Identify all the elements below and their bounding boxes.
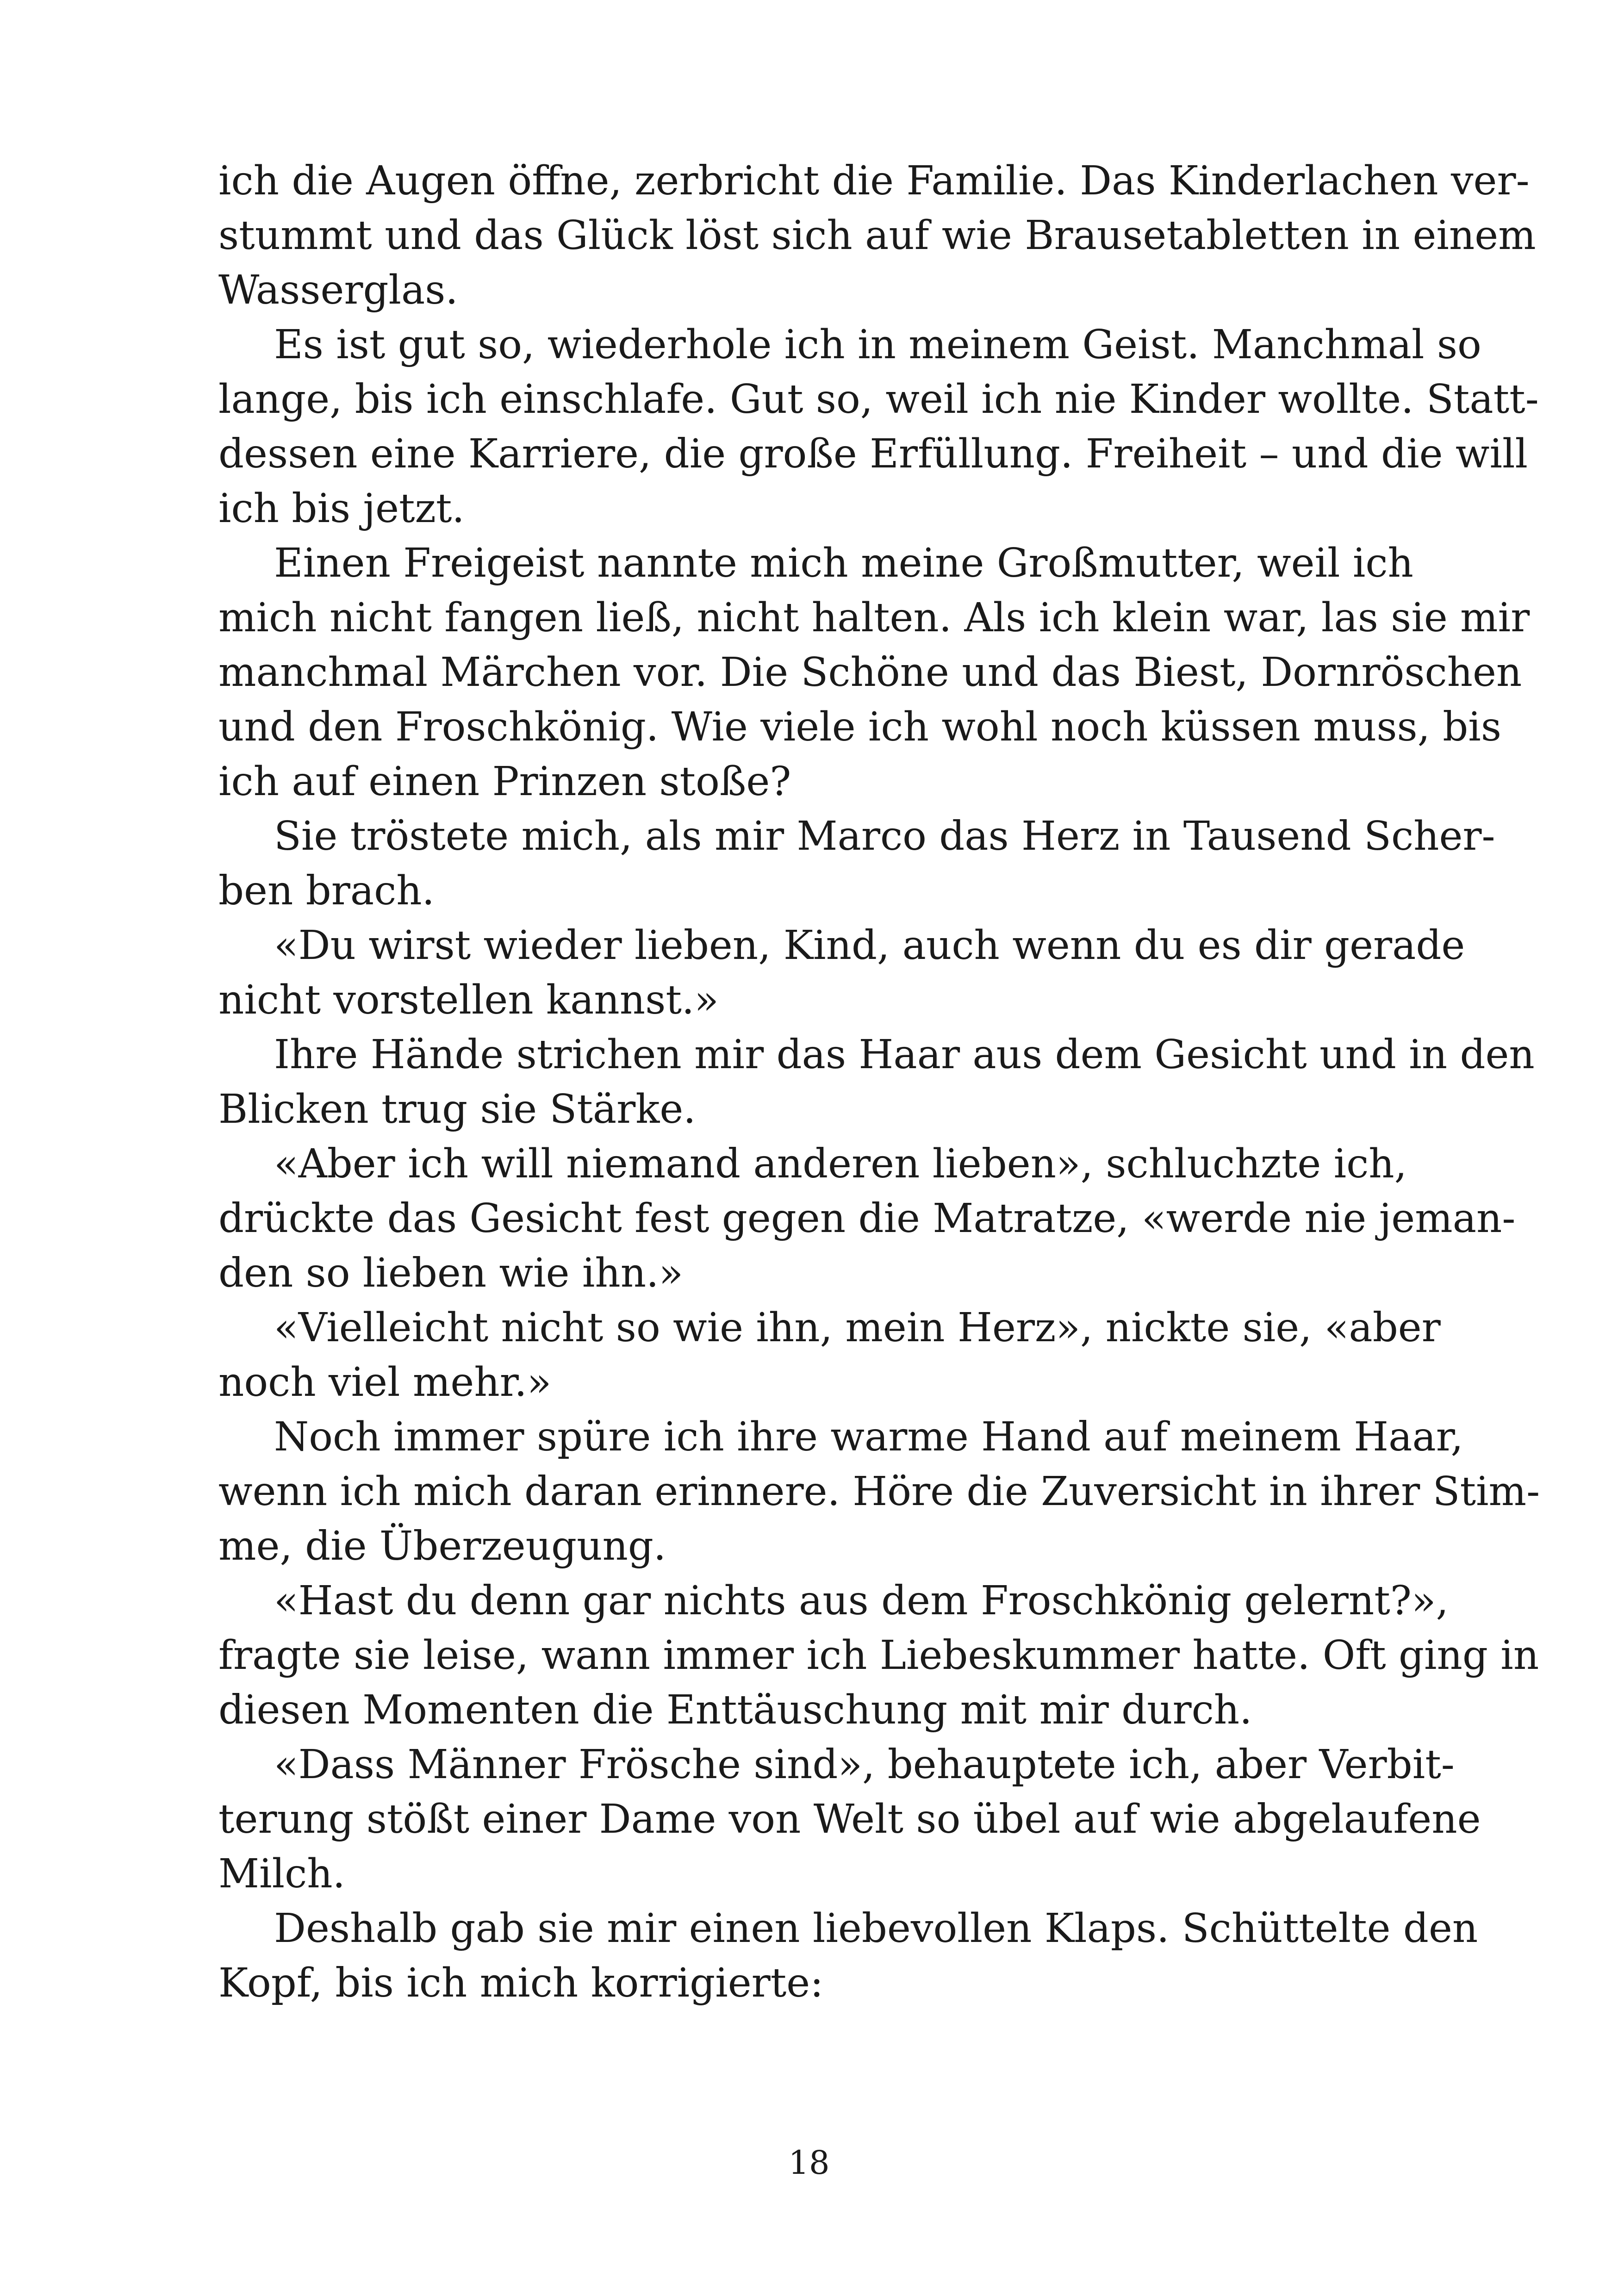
text-line: me, die Überzeugung.	[218, 1523, 666, 1569]
text-line: «Du wirst wieder lieben, Kind, auch wenn du es dir gerade	[274, 922, 1465, 969]
text-line: drückte das Gesicht fest gegen die Matratze, «werde nie jeman-	[218, 1195, 1516, 1242]
text-line: terung stößt einer Dame von Welt so übel auf wie abgelaufene	[218, 1796, 1481, 1842]
text-line: «Vielleicht nicht so wie ihn, mein Herz», nickte sie, «aber	[274, 1305, 1441, 1351]
text-line: «Dass Männer Frösche sind», behauptete ich, aber Verbit-	[274, 1742, 1455, 1788]
text-line: Wasserglas.	[218, 267, 458, 313]
text-line: dessen eine Karriere, die große Erfüllung. Freiheit – und die will	[218, 431, 1528, 477]
text-line: Noch immer spüre ich ihre warme Hand auf meinem Haar,	[274, 1414, 1463, 1460]
text-line: diesen Momenten die Enttäuschung mit mir durch.	[218, 1687, 1252, 1733]
text-line: Sie tröstete mich, als mir Marco das Herz in Tausend Scher-	[274, 813, 1495, 859]
text-line: und den Froschkönig. Wie viele ich wohl noch küssen muss, bis	[218, 704, 1501, 750]
text-line: manchmal Märchen vor. Die Schöne und das Biest, Dornröschen	[218, 649, 1522, 696]
text-line: Milch.	[218, 1851, 345, 1897]
text-line: ich die Augen öffne, zerbricht die Familie. Das Kinderlachen ver-	[218, 158, 1530, 204]
text-line: nicht vorstellen kannst.»	[218, 977, 719, 1023]
text-line: «Hast du denn gar nichts aus dem Froschkönig gelernt?»,	[274, 1578, 1449, 1624]
text-line: Ihre Hände strichen mir das Haar aus dem Gesicht und in den	[274, 1032, 1535, 1078]
page-number: 18	[788, 2144, 830, 2182]
text-line: ben brach.	[218, 868, 435, 914]
text-line: Einen Freigeist nannte mich meine Großmutter, weil ich	[274, 540, 1413, 586]
text-line: ich bis jetzt.	[218, 485, 465, 532]
text-line: lange, bis ich einschlafe. Gut so, weil ich nie Kinder wollte. Statt-	[218, 376, 1539, 423]
text-line: den so lieben wie ihn.»	[218, 1250, 684, 1296]
body-text	[218, 154, 1540, 2010]
text-line: mich nicht fangen ließ, nicht halten. Als ich klein war, las sie mir	[218, 595, 1530, 641]
text-line: Kopf, bis ich mich korrigierte:	[218, 1960, 824, 2006]
text-line: Es ist gut so, wiederhole ich in meinem Geist. Manchmal so	[274, 322, 1481, 368]
text-line: fragte sie leise, wann immer ich Liebeskummer hatte. Oft ging in	[218, 1632, 1539, 1679]
text-line: noch viel mehr.»	[218, 1359, 552, 1406]
text-line: wenn ich mich daran erinnere. Höre die Zuversicht in ihrer Stim-	[218, 1468, 1540, 1515]
text-line: Deshalb gab sie mir einen liebevollen Klaps. Schüttelte den	[274, 1905, 1478, 1952]
text-line: stummt und das Glück löst sich auf wie Brausetabletten in einem	[218, 212, 1536, 259]
text-line: Blicken trug sie Stärke.	[218, 1086, 696, 1132]
text-line: ich auf einen Prinzen stoße?	[218, 759, 791, 805]
text-line: «Aber ich will niemand anderen lieben», schluchzte ich,	[274, 1141, 1407, 1187]
